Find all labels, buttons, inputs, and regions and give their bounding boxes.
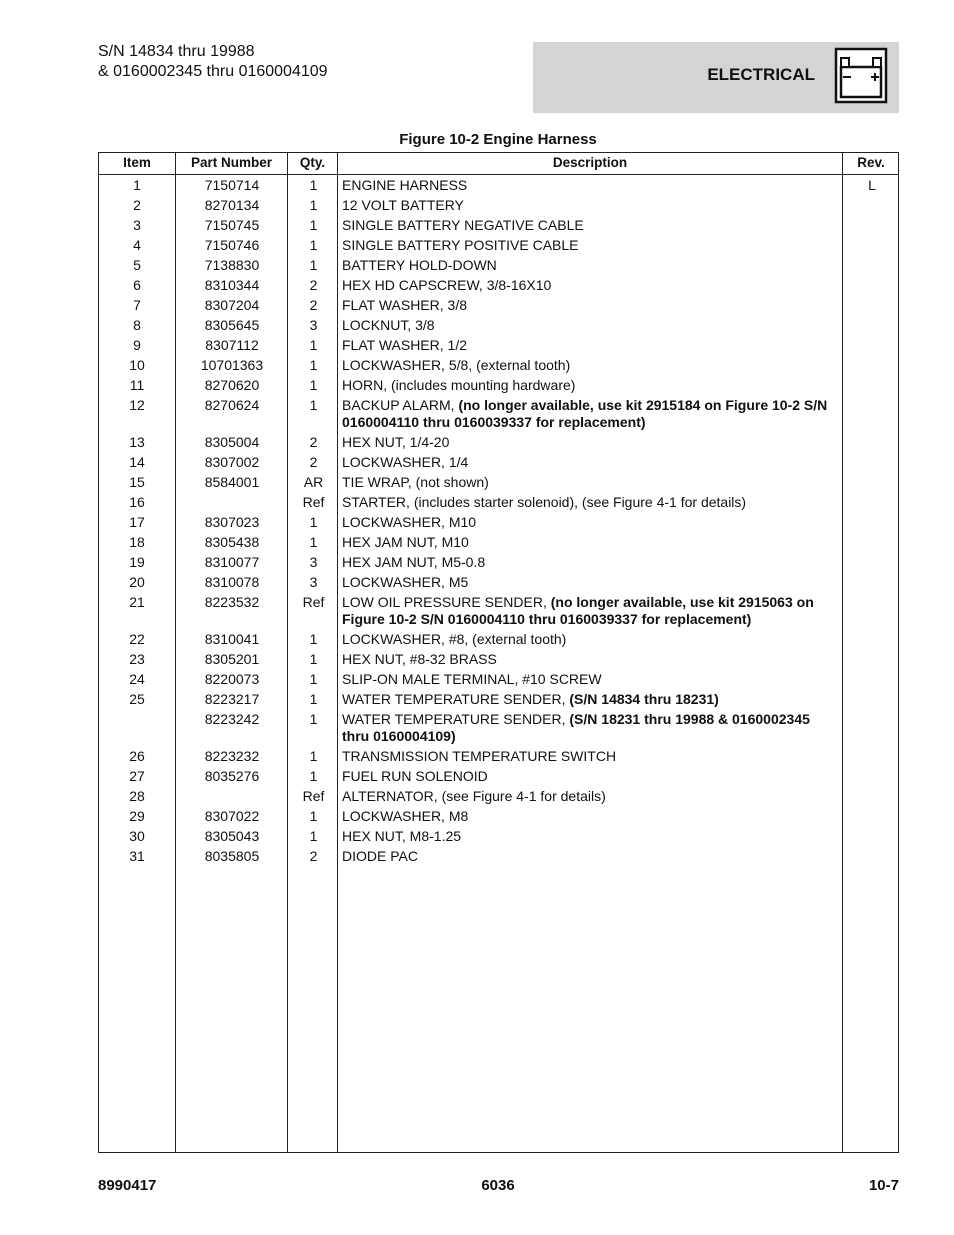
- table-row: [99, 594, 898, 631]
- serial-range: [98, 42, 328, 82]
- table-row: [99, 257, 898, 277]
- description: [342, 671, 832, 688]
- quantity: 1: [309, 631, 318, 647]
- description-text: HEX HD CAPSCREW, 3/8-16X10: [342, 277, 552, 293]
- description: [342, 808, 832, 825]
- part-number: 8270624: [204, 397, 260, 413]
- item-number: 29: [129, 808, 145, 824]
- quantity: 3: [309, 574, 318, 590]
- column-header-rev: Rev.: [857, 155, 885, 170]
- item-number: 6: [133, 277, 141, 293]
- part-number: 8310041: [204, 631, 260, 647]
- part-number: 8307023: [204, 514, 260, 530]
- battery-icon: [834, 47, 888, 104]
- part-number: 8310344: [204, 277, 260, 293]
- table-row: [99, 337, 898, 357]
- table-row: [99, 514, 898, 534]
- quantity: 1: [309, 177, 318, 193]
- table-row: [99, 494, 898, 514]
- item-number: 12: [129, 397, 145, 413]
- description: [342, 237, 832, 254]
- description-text: HEX JAM NUT, M10: [342, 534, 469, 550]
- item-number: 10: [129, 357, 145, 373]
- part-number: 8310077: [204, 554, 260, 570]
- quantity: 1: [309, 711, 318, 727]
- figure-title: Figure 10-2 Engine Harness: [399, 131, 597, 148]
- description: [342, 217, 832, 234]
- table-row: [99, 651, 898, 671]
- item-number: 13: [129, 434, 145, 450]
- item-number: 23: [129, 651, 145, 667]
- table-row: [99, 357, 898, 377]
- table-body: [99, 177, 898, 868]
- table-row: [99, 217, 898, 237]
- item-number: 24: [129, 671, 145, 687]
- section-header: [533, 42, 899, 113]
- description: [342, 474, 832, 491]
- item-number: 28: [129, 788, 145, 804]
- table-row: [99, 554, 898, 574]
- quantity: 1: [309, 808, 318, 824]
- description-text: LOCKWASHER, M5: [342, 574, 469, 590]
- item-number: 14: [129, 454, 145, 470]
- description: [342, 494, 832, 511]
- part-number: 8270620: [204, 377, 260, 393]
- description: [342, 397, 832, 431]
- footer-doc-number: 8990417: [98, 1177, 157, 1194]
- description-text: SINGLE BATTERY NEGATIVE CABLE: [342, 217, 584, 233]
- description: [342, 651, 832, 668]
- description-text: SINGLE BATTERY POSITIVE CABLE: [342, 237, 579, 253]
- part-number: 8270134: [204, 197, 260, 213]
- description: [342, 297, 832, 314]
- part-number: 8035805: [204, 848, 260, 864]
- part-number: 8223242: [204, 711, 260, 727]
- column-header-item: Item: [123, 155, 151, 170]
- quantity: Ref: [302, 494, 325, 510]
- serial-line-2: & 0160002345 thru 0160004109: [98, 63, 328, 80]
- part-number: 8223532: [204, 594, 260, 610]
- description: [342, 337, 832, 354]
- quantity: 1: [309, 514, 318, 530]
- description-text: LOCKWASHER, 5/8, (external tooth): [342, 357, 571, 373]
- description-text: LOCKNUT, 3/8: [342, 317, 435, 333]
- description: [342, 177, 832, 194]
- header-divider: [99, 174, 898, 175]
- item-number: 3: [133, 217, 141, 233]
- quantity: Ref: [302, 788, 325, 804]
- description-text: BATTERY HOLD-DOWN: [342, 257, 497, 273]
- description-note: (no longer available, use kit 2915063 on Figure 10-2 S/N 0160004110 thru 0160039337 for replacement): [342, 594, 814, 627]
- table-row: [99, 848, 898, 868]
- table-row: [99, 631, 898, 651]
- quantity: AR: [303, 474, 324, 490]
- part-number: 8305645: [204, 317, 260, 333]
- quantity: 1: [309, 397, 318, 413]
- part-number: 8035276: [204, 768, 260, 784]
- table-row: [99, 574, 898, 594]
- item-number: 5: [133, 257, 141, 273]
- description-text: ENGINE HARNESS: [342, 177, 468, 193]
- item-number: 18: [129, 534, 145, 550]
- quantity: 2: [309, 454, 318, 470]
- quantity: 1: [309, 357, 318, 373]
- table-row: [99, 691, 898, 711]
- description: [342, 197, 832, 214]
- part-number: 8307204: [204, 297, 260, 313]
- item-number: 22: [129, 631, 145, 647]
- serial-line-1: S/N 14834 thru 19988: [98, 43, 255, 60]
- item-number: 31: [129, 848, 145, 864]
- column-header-qty: Qty.: [299, 155, 326, 170]
- description-text: FLAT WASHER, 1/2: [342, 337, 467, 353]
- part-number: 8307112: [205, 337, 259, 353]
- quantity: 1: [309, 257, 318, 273]
- table-row: [99, 748, 898, 768]
- description-text: HEX JAM NUT, M5-0.8: [342, 554, 486, 570]
- description-text: LOCKWASHER, 1/4: [342, 454, 469, 470]
- table-row: [99, 534, 898, 554]
- table-row: [99, 177, 898, 197]
- description-text: SLIP-ON MALE TERMINAL, #10 SCREW: [342, 671, 602, 687]
- part-number: 10701363: [200, 357, 264, 373]
- item-number: 8: [133, 317, 141, 333]
- quantity: 2: [309, 848, 318, 864]
- footer-page-number: 10-7: [868, 1177, 899, 1194]
- item-number: 26: [129, 748, 145, 764]
- table-row: [99, 808, 898, 828]
- section-title: ELECTRICAL: [707, 65, 815, 84]
- item-number: 30: [129, 828, 145, 844]
- item-number: 17: [129, 514, 145, 530]
- description: [342, 711, 832, 745]
- item-number: 16: [129, 494, 145, 510]
- item-number: 15: [129, 474, 145, 490]
- part-number: 8305043: [204, 828, 260, 844]
- item-number: 4: [133, 237, 141, 253]
- part-number: 8223217: [204, 691, 260, 707]
- description: [342, 434, 832, 451]
- parts-table: [98, 152, 899, 1153]
- table-row: [99, 317, 898, 337]
- table-row: [99, 397, 898, 434]
- description-note: (S/N 14834 thru 18231): [569, 691, 719, 707]
- description-text: HEX NUT, 1/4-20: [342, 434, 450, 450]
- part-number: 8310078: [204, 574, 260, 590]
- description-text: HORN, (includes mounting hardware): [342, 377, 576, 393]
- part-number: 7150745: [204, 217, 260, 233]
- description-text: TRANSMISSION TEMPERATURE SWITCH: [342, 748, 617, 764]
- part-number: 8220073: [204, 671, 260, 687]
- quantity: 3: [309, 317, 318, 333]
- table-row: [99, 454, 898, 474]
- table-row: [99, 828, 898, 848]
- description-note: (no longer available, use kit 2915184 on Figure 10-2 S/N 0160004110 thru 0160039337 for replacement): [342, 397, 828, 430]
- description: [342, 357, 832, 374]
- part-number: 8305438: [204, 534, 260, 550]
- description-text: WATER TEMPERATURE SENDER,: [342, 711, 570, 727]
- description: [342, 788, 832, 805]
- description: [342, 534, 832, 551]
- description: [342, 454, 832, 471]
- description: [342, 554, 832, 571]
- item-number: 20: [129, 574, 145, 590]
- part-number: 8307002: [204, 454, 260, 470]
- description-text: HEX NUT, #8-32 BRASS: [342, 651, 497, 667]
- revision: L: [868, 177, 876, 193]
- item-number: 9: [133, 337, 141, 353]
- description-text: FUEL RUN SOLENOID: [342, 768, 488, 784]
- table-row: [99, 474, 898, 494]
- quantity: 2: [309, 434, 318, 450]
- description-text: LOCKWASHER, M8: [342, 808, 469, 824]
- quantity: 1: [309, 768, 318, 784]
- quantity: 1: [309, 237, 318, 253]
- description-text: DIODE PAC: [342, 848, 418, 864]
- table-row: [99, 671, 898, 691]
- quantity: 1: [309, 671, 318, 687]
- description-text: HEX NUT, M8-1.25: [342, 828, 462, 844]
- part-number: 8223232: [204, 748, 260, 764]
- part-number: 7138830: [204, 257, 260, 273]
- description-text: LOCKWASHER, M10: [342, 514, 477, 530]
- item-number: 1: [133, 177, 141, 193]
- description-text: BACKUP ALARM,: [342, 397, 459, 413]
- table-row: [99, 711, 898, 748]
- quantity: 1: [309, 651, 318, 667]
- item-number: 21: [129, 594, 145, 610]
- description: [342, 848, 832, 865]
- item-number: 27: [129, 768, 145, 784]
- quantity: 1: [309, 197, 318, 213]
- description: [342, 277, 832, 294]
- description-note: (S/N 18231 thru 19988 & 0160002345 thru 0160004109): [342, 711, 810, 744]
- item-number: 19: [129, 554, 145, 570]
- part-number: 8584001: [204, 474, 260, 490]
- quantity: 1: [309, 377, 318, 393]
- column-header-part-number: Part Number: [190, 155, 273, 170]
- description-text: ALTERNATOR, (see Figure 4-1 for details): [342, 788, 606, 804]
- description-text: STARTER, (includes starter solenoid), (see Figure 4-1 for details): [342, 494, 747, 510]
- description: [342, 828, 832, 845]
- description: [342, 768, 832, 785]
- description-text: TIE WRAP, (not shown): [342, 474, 489, 490]
- description-text: FLAT WASHER, 3/8: [342, 297, 467, 313]
- column-header-description: Description: [552, 155, 628, 170]
- table-row: [99, 788, 898, 808]
- description: [342, 257, 832, 274]
- table-row: [99, 237, 898, 257]
- quantity: 1: [309, 337, 318, 353]
- item-number: 25: [129, 691, 145, 707]
- table-row: [99, 377, 898, 397]
- description-text: LOCKWASHER, #8, (external tooth): [342, 631, 567, 647]
- quantity: 1: [309, 217, 318, 233]
- part-number: 8305004: [204, 434, 260, 450]
- description: [342, 594, 832, 628]
- description: [342, 574, 832, 591]
- quantity: 2: [309, 277, 318, 293]
- quantity: 1: [309, 534, 318, 550]
- part-number: 8305201: [204, 651, 260, 667]
- quantity: 1: [309, 748, 318, 764]
- table-row: [99, 197, 898, 217]
- description: [342, 514, 832, 531]
- description: [342, 377, 832, 394]
- table-row: [99, 297, 898, 317]
- quantity: 2: [309, 297, 318, 313]
- table-row: [99, 434, 898, 454]
- quantity: 1: [309, 828, 318, 844]
- table-row: [99, 768, 898, 788]
- item-number: 2: [133, 197, 141, 213]
- table-row: [99, 277, 898, 297]
- quantity: 3: [309, 554, 318, 570]
- description-text: 12 VOLT BATTERY: [342, 197, 464, 213]
- part-number: 8307022: [204, 808, 260, 824]
- item-number: 11: [129, 377, 145, 393]
- description: [342, 631, 832, 648]
- footer-code: 6036: [481, 1177, 515, 1194]
- description: [342, 691, 832, 708]
- quantity: Ref: [302, 594, 325, 610]
- quantity: 1: [309, 691, 318, 707]
- description-text: LOW OIL PRESSURE SENDER,: [342, 594, 551, 610]
- description: [342, 748, 832, 765]
- description-text: WATER TEMPERATURE SENDER,: [342, 691, 570, 707]
- description: [342, 317, 832, 334]
- part-number: 7150746: [204, 237, 260, 253]
- part-number: 7150714: [204, 177, 260, 193]
- item-number: 7: [133, 297, 141, 313]
